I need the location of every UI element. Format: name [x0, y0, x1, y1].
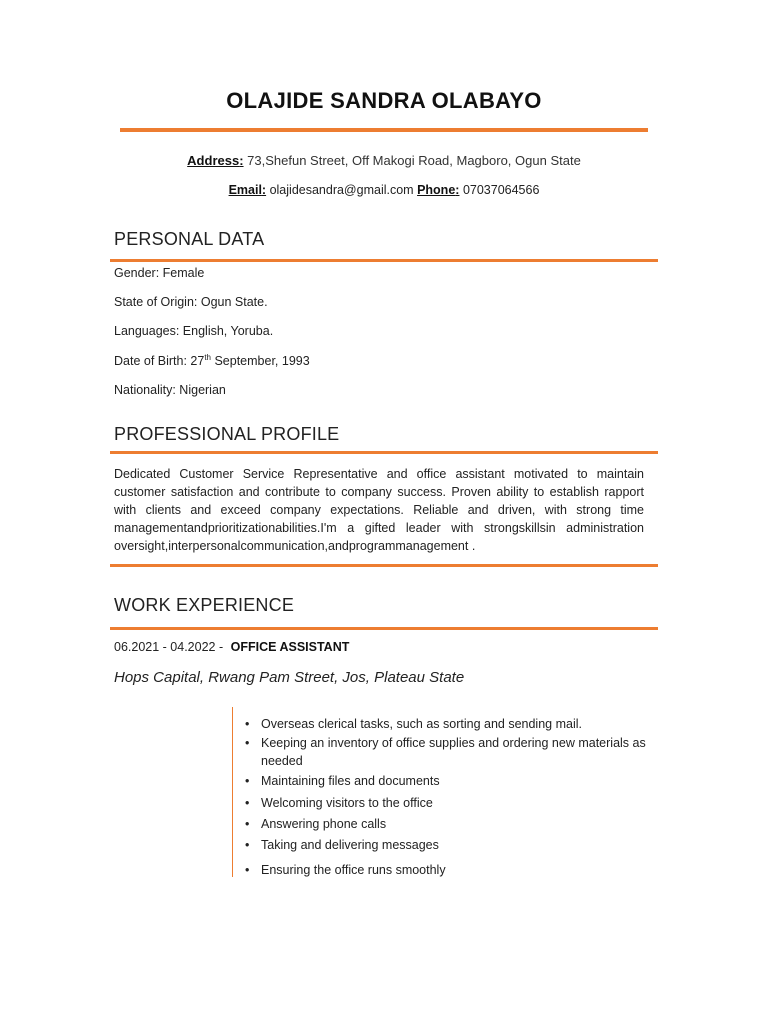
bullet-icon: • [245, 838, 250, 852]
bullet-icon: • [245, 796, 250, 810]
candidate-name: OLAJIDE SANDRA OLABAYO [226, 88, 542, 113]
profile-end-divider [110, 564, 658, 567]
job-title: OFFICE ASSISTANT [230, 640, 350, 654]
email-label: Email [228, 183, 262, 197]
phone-colon: : [455, 183, 460, 197]
address-colon: : [239, 153, 244, 168]
phone-label: Phone [417, 183, 456, 197]
dob-ordinal: th [204, 353, 211, 362]
section-title-personal-data: PERSONAL DATA [114, 229, 265, 249]
email-colon: : [261, 183, 267, 197]
bullet-icon: • [245, 717, 250, 731]
gender-line: Gender: Female [114, 266, 205, 280]
address-label: Address [187, 153, 240, 168]
contact-line [0, 183, 768, 197]
list-item: • Ensuring the office runs smoothly [245, 863, 446, 877]
company-location: Hops Capital, Rwang Pam Street, Jos, Plateau State [114, 669, 465, 686]
list-item: • Maintaining files and documents [245, 774, 440, 788]
personal-divider [110, 259, 658, 262]
list-item: • Answering phone calls [245, 817, 387, 831]
profile-paragraph: Dedicated Customer Service Representative and office assistant motivated to maintain customer satisfaction and contribute to company success. Proven ability to establish rapport with clients and exceed company expectations. Reliable and driven, with strong time managementandprioritizationabilities.I'm a gifted leader with strongskillsin administration oversight,interpersonalcommunication,andprogrammanagement . [114, 467, 644, 553]
section-title-professional-profile: PROFESSIONAL PROFILE [114, 424, 340, 444]
address-value: 73,Shefun Street, Off Makogi Road, Magboro, Ogun State [247, 153, 581, 168]
languages-line: Languages: English, Yoruba. [114, 324, 274, 338]
list-item: • Keeping an inventory of office supplies and ordering new materials as needed [245, 736, 646, 768]
bullet-icon: • [245, 863, 250, 877]
section-title-work-experience: WORK EXPERIENCE [114, 595, 295, 615]
list-item: • Welcoming visitors to the office [245, 796, 433, 810]
date-of-birth-line [114, 353, 310, 368]
work-divider [110, 627, 658, 630]
job-period: 06.2021 - 04.2022 - [114, 640, 224, 654]
dob-suffix: September, 1993 [211, 354, 310, 369]
title-divider [120, 128, 648, 132]
list-item: • Overseas clerical tasks, such as sorting and sending mail. [245, 717, 582, 731]
list-item: • Taking and delivering messages [245, 838, 439, 852]
email-value[interactable]: olajidesandra@gmail.com [269, 183, 414, 197]
nationality-line: Nationality: Nigerian [114, 383, 226, 397]
bullet-icon: • [245, 817, 250, 831]
address-line [0, 153, 768, 168]
duties-list [232, 707, 653, 877]
bullet-icon: • [245, 736, 250, 750]
phone-value: 07037064566 [462, 183, 540, 197]
bullet-icon: • [245, 774, 250, 788]
job-entry-header [114, 640, 349, 654]
profile-summary [114, 465, 644, 555]
dob-prefix: Date of Birth: 27 [114, 354, 205, 369]
profile-divider [110, 451, 658, 454]
state-of-origin-line: State of Origin: Ogun State. [114, 295, 268, 309]
